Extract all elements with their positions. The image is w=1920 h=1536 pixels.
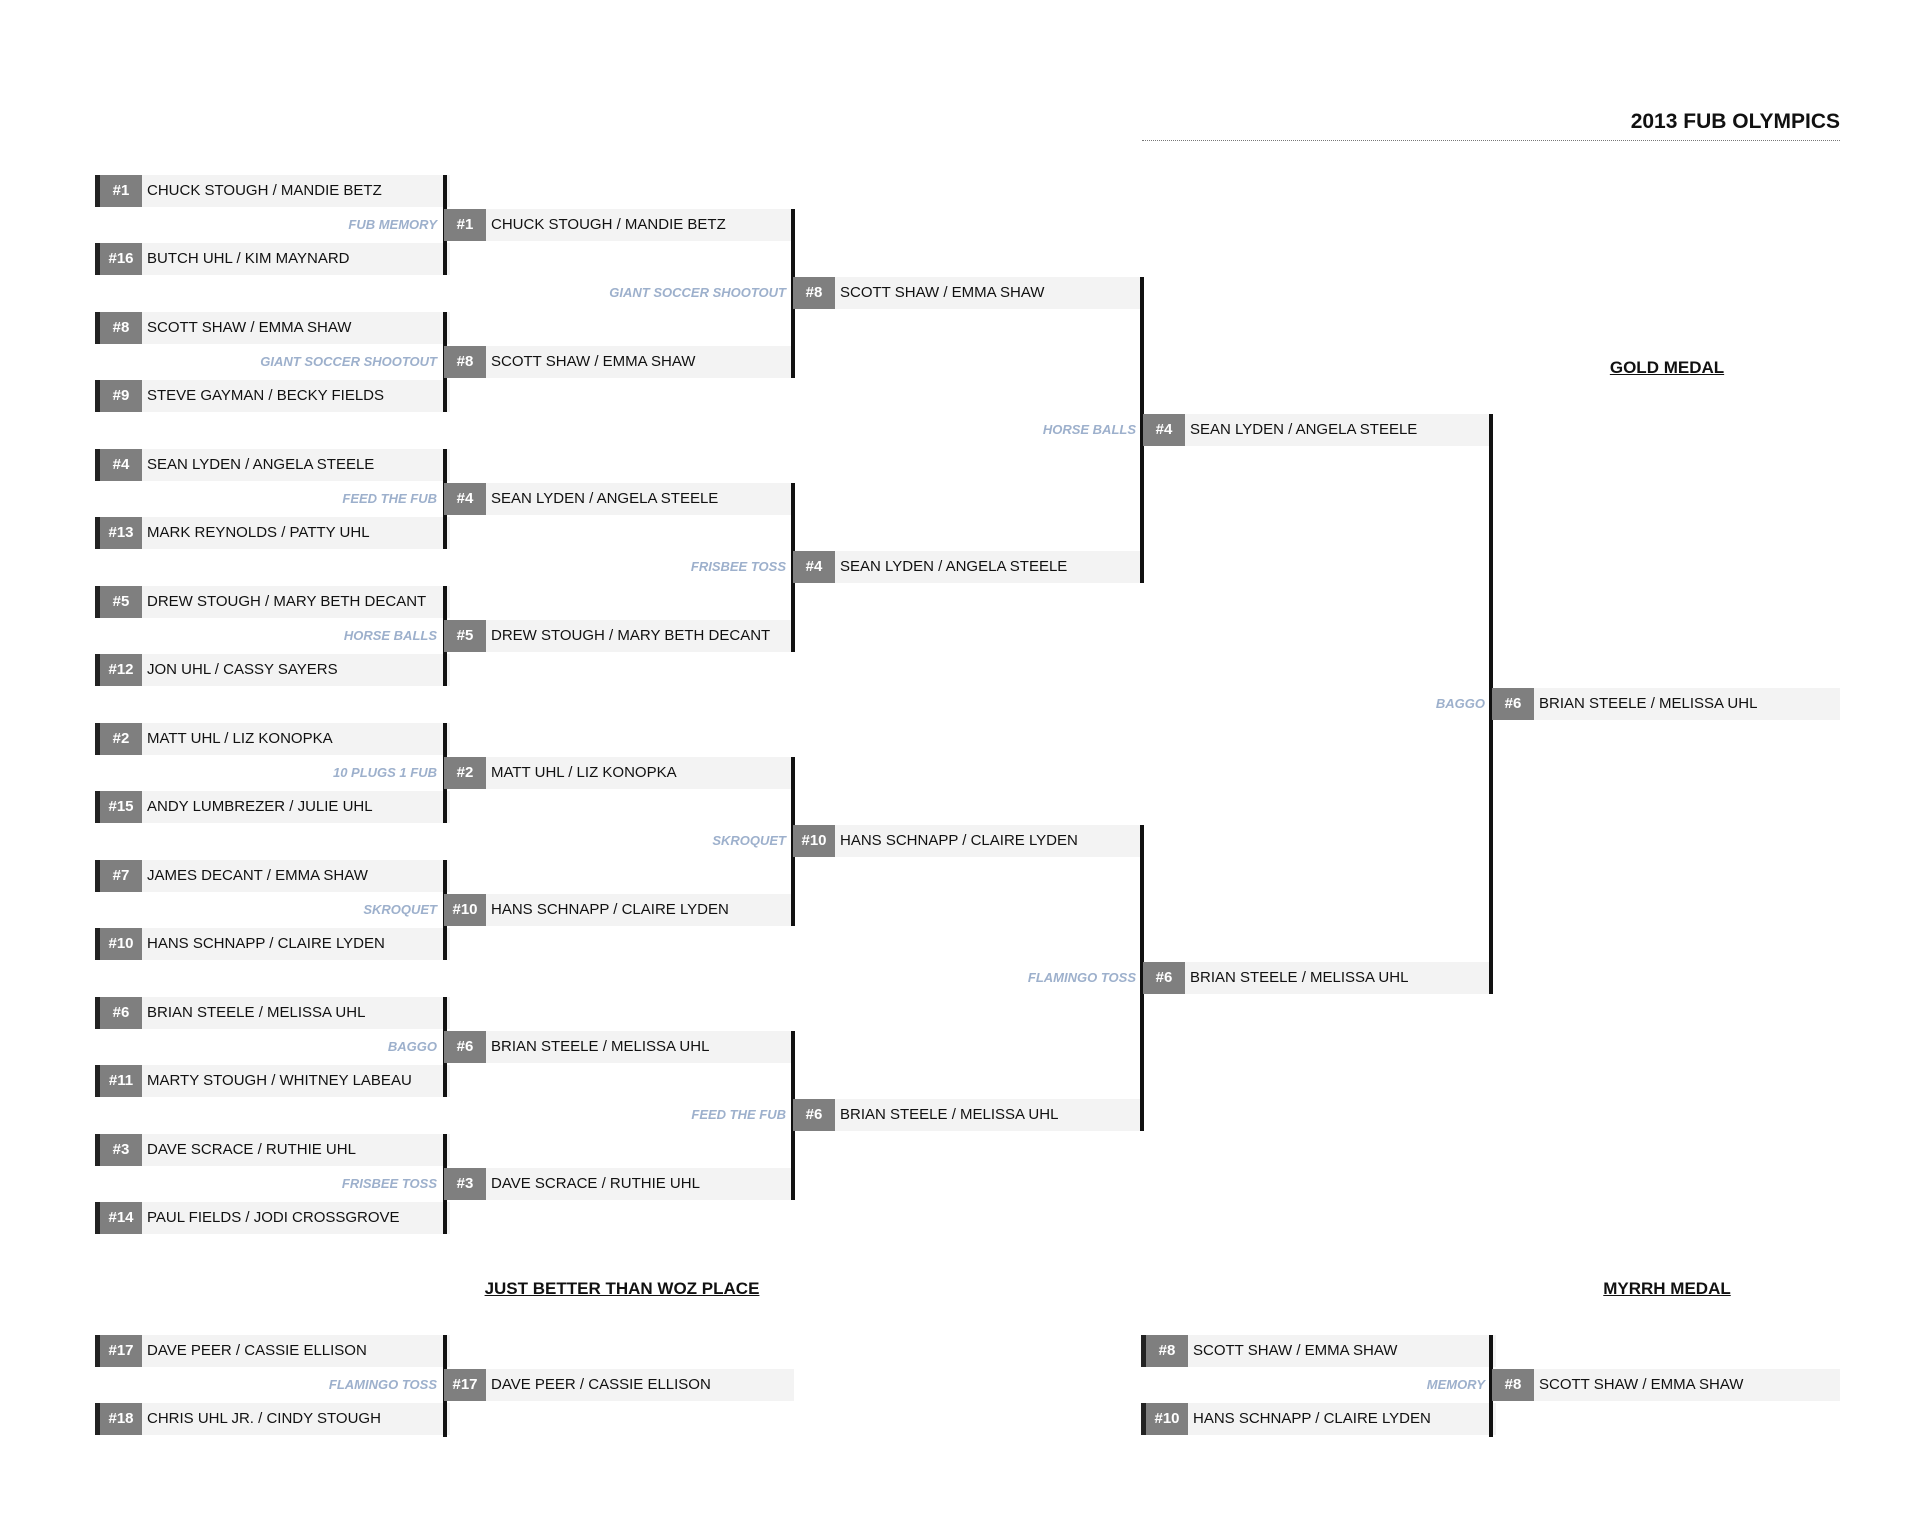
seed-badge: #8 <box>444 346 486 378</box>
event-label: FRISBEE TOSS <box>341 1176 437 1191</box>
team-name: SCOTT SHAW / EMMA SHAW <box>147 319 352 336</box>
seed-badge: #6 <box>1492 688 1534 720</box>
team-slot <box>1492 1369 1840 1401</box>
team-slot <box>95 312 450 344</box>
seed-badge: #17 <box>444 1369 486 1401</box>
team-slot <box>793 1099 1143 1131</box>
team-slot <box>95 243 450 275</box>
seed-badge: #6 <box>1143 962 1185 994</box>
event-label: FLAMINGO TOSS <box>328 1377 437 1392</box>
seed-badge: #4 <box>444 483 486 515</box>
seed-badge: #2 <box>100 723 142 755</box>
team-name: SCOTT SHAW / EMMA SHAW <box>1193 1342 1398 1359</box>
team-name: JAMES DECANT / EMMA SHAW <box>147 867 368 884</box>
event-label: FEED THE FUB <box>342 491 437 506</box>
team-slot <box>793 277 1143 309</box>
team-name: CHUCK STOUGH / MANDIE BETZ <box>491 216 726 233</box>
seed-badge: #8 <box>1146 1335 1188 1367</box>
seed-badge: #15 <box>100 791 142 823</box>
team-name: HANS SCHNAPP / CLAIRE LYDEN <box>147 935 385 952</box>
team-slot <box>95 860 450 892</box>
seed-badge: #3 <box>100 1134 142 1166</box>
team-name: SEAN LYDEN / ANGELA STEELE <box>491 490 719 507</box>
team-slot <box>1143 414 1493 446</box>
team-name: MATT UHL / LIZ KONOPKA <box>147 730 333 747</box>
team-name: BRIAN STEELE / MELISSA UHL <box>491 1038 710 1055</box>
seed-badge: #9 <box>100 380 142 412</box>
team-name: MARTY STOUGH / WHITNEY LABEAU <box>147 1072 412 1089</box>
event-label: BAGGO <box>1435 696 1485 711</box>
event-label: MEMORY <box>1426 1377 1485 1392</box>
team-name: STEVE GAYMAN / BECKY FIELDS <box>147 387 385 404</box>
team-name: CHUCK STOUGH / MANDIE BETZ <box>147 182 382 199</box>
seed-badge: #5 <box>100 586 142 618</box>
team-slot <box>444 209 794 241</box>
seed-badge: #14 <box>100 1202 142 1234</box>
team-slot <box>95 723 450 755</box>
team-slot <box>444 483 794 515</box>
team-slot <box>95 1134 450 1166</box>
team-name: DAVE PEER / CASSIE ELLISON <box>147 1342 367 1359</box>
team-name: SCOTT SHAW / EMMA SHAW <box>491 353 696 370</box>
team-name: BRIAN STEELE / MELISSA UHL <box>840 1106 1059 1123</box>
event-label: FUB MEMORY <box>348 217 437 232</box>
seed-badge: #8 <box>793 277 835 309</box>
team-slot <box>444 757 794 789</box>
team-name: DREW STOUGH / MARY BETH DECANT <box>491 627 771 644</box>
team-name: ANDY LUMBREZER / JULIE UHL <box>147 798 373 815</box>
team-slot <box>95 1335 450 1367</box>
seed-badge: #2 <box>444 757 486 789</box>
team-slot <box>1141 1335 1496 1367</box>
seed-badge: #16 <box>100 243 142 275</box>
team-name: BRIAN STEELE / MELISSA UHL <box>1190 969 1409 986</box>
page-title: 2013 FUB OLYMPICS <box>1630 110 1840 133</box>
team-slot <box>444 1369 794 1401</box>
team-slot <box>793 825 1143 857</box>
team-slot <box>444 1031 794 1063</box>
team-name: SEAN LYDEN / ANGELA STEELE <box>840 558 1068 575</box>
team-name: BUTCH UHL / KIM MAYNARD <box>147 250 350 267</box>
seed-badge: #18 <box>100 1403 142 1435</box>
seed-badge: #10 <box>444 894 486 926</box>
event-label: GIANT SOCCER SHOOTOUT <box>609 285 786 300</box>
seed-badge: #8 <box>100 312 142 344</box>
team-slot <box>95 517 450 549</box>
team-slot <box>95 1065 450 1097</box>
seed-badge: #17 <box>100 1335 142 1367</box>
team-name: SCOTT SHAW / EMMA SHAW <box>1539 1376 1744 1393</box>
event-label: HORSE BALLS <box>343 628 437 643</box>
event-label: BAGGO <box>387 1039 437 1054</box>
team-name: MATT UHL / LIZ KONOPKA <box>491 764 677 781</box>
team-name: DAVE SCRACE / RUTHIE UHL <box>147 1141 356 1158</box>
seed-badge: #7 <box>100 860 142 892</box>
team-name: JON UHL / CASSY SAYERS <box>147 661 338 678</box>
event-label: HORSE BALLS <box>1042 422 1136 437</box>
event-label: SKROQUET <box>712 833 786 848</box>
seed-badge: #12 <box>100 654 142 686</box>
gold-medal-header: GOLD MEDAL <box>1609 358 1725 377</box>
team-slot <box>95 1403 450 1435</box>
team-slot <box>1141 1403 1496 1435</box>
team-slot <box>95 586 450 618</box>
team-name: PAUL FIELDS / JODI CROSSGROVE <box>147 1209 400 1226</box>
team-slot <box>95 997 450 1029</box>
team-name: BRIAN STEELE / MELISSA UHL <box>147 1004 366 1021</box>
team-slot <box>444 1168 794 1200</box>
team-slot <box>1143 962 1493 994</box>
team-slot <box>95 449 450 481</box>
seed-badge: #11 <box>100 1065 142 1097</box>
team-slot <box>444 894 794 926</box>
team-slot <box>95 1202 450 1234</box>
team-name: DREW STOUGH / MARY BETH DECANT <box>147 593 427 610</box>
seed-badge: #10 <box>1146 1403 1188 1435</box>
team-slot <box>95 380 450 412</box>
seed-badge: #4 <box>100 449 142 481</box>
team-slot <box>95 175 450 207</box>
event-label: FLAMINGO TOSS <box>1027 970 1136 985</box>
team-name: HANS SCHNAPP / CLAIRE LYDEN <box>1193 1410 1431 1427</box>
team-slot <box>95 654 450 686</box>
team-name: DAVE PEER / CASSIE ELLISON <box>491 1376 711 1393</box>
seed-badge: #6 <box>100 997 142 1029</box>
team-slot <box>95 928 450 960</box>
team-name: DAVE SCRACE / RUTHIE UHL <box>491 1175 700 1192</box>
seed-badge: #4 <box>1143 414 1185 446</box>
seed-badge: #8 <box>1492 1369 1534 1401</box>
seed-badge: #10 <box>793 825 835 857</box>
seed-badge: #5 <box>444 620 486 652</box>
seed-badge: #6 <box>793 1099 835 1131</box>
woz-place-header: JUST BETTER THAN WOZ PLACE <box>484 1279 760 1298</box>
event-label: FEED THE FUB <box>691 1107 786 1122</box>
team-slot <box>444 346 794 378</box>
team-slot <box>793 551 1143 583</box>
title-divider <box>1142 140 1840 141</box>
seed-badge: #10 <box>100 928 142 960</box>
team-slot <box>444 620 794 652</box>
team-slot <box>1492 688 1840 720</box>
team-name: SEAN LYDEN / ANGELA STEELE <box>147 456 375 473</box>
team-name: BRIAN STEELE / MELISSA UHL <box>1539 695 1758 712</box>
team-name: MARK REYNOLDS / PATTY UHL <box>147 524 370 541</box>
team-name: CHRIS UHL JR. / CINDY STOUGH <box>147 1410 381 1427</box>
team-name: SCOTT SHAW / EMMA SHAW <box>840 284 1045 301</box>
seed-badge: #13 <box>100 517 142 549</box>
seed-badge: #3 <box>444 1168 486 1200</box>
team-name: HANS SCHNAPP / CLAIRE LYDEN <box>491 901 729 918</box>
team-name: HANS SCHNAPP / CLAIRE LYDEN <box>840 832 1078 849</box>
event-label: 10 PLUGS 1 FUB <box>332 765 437 780</box>
event-label: SKROQUET <box>363 902 437 917</box>
seed-badge: #4 <box>793 551 835 583</box>
seed-badge: #1 <box>444 209 486 241</box>
event-label: FRISBEE TOSS <box>690 559 786 574</box>
team-slot <box>95 791 450 823</box>
team-name: SEAN LYDEN / ANGELA STEELE <box>1190 421 1418 438</box>
seed-badge: #1 <box>100 175 142 207</box>
seed-badge: #6 <box>444 1031 486 1063</box>
myrrh-medal-header: MYRRH MEDAL <box>1603 1279 1731 1298</box>
event-label: GIANT SOCCER SHOOTOUT <box>260 354 437 369</box>
